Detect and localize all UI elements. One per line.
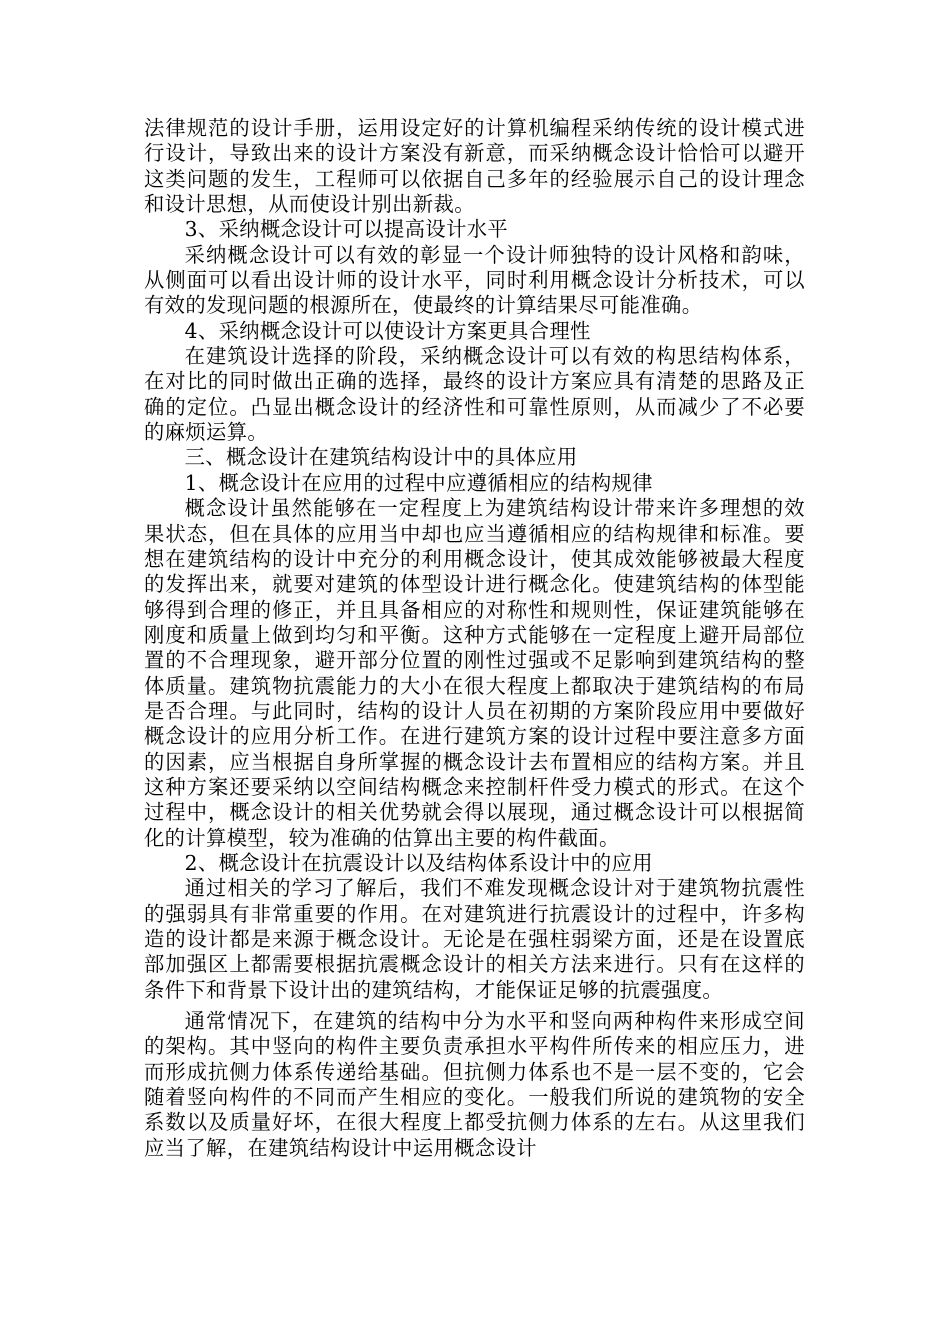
paragraph-lateral-force-system: 通常情况下，在建筑的结构中分为水平和竖向两种构件来形成空间的架构。其中竖向的构件主要负责承担水平构件所传来的相应压力，进而形成抗侧力体系传递给基础。但抗侧力体系也不是一层不变的，它会随着竖向构件的不同而产生相应的变化。一般我们所说的建筑物的安全系数以及质量好坏，在很大程度上都受抗侧力体系的左右。从这里我们应当了解，在建筑结构设计中运用概念设计 (144, 1009, 805, 1160)
heading-improve-design-level: 3、采纳概念设计可以提高设计水平 (184, 217, 509, 242)
heading-section-three: 三、概念设计在建筑结构设计中的具体应用 (184, 445, 578, 470)
heading-structural-rules: 1、概念设计在应用的过程中应遵循相应的结构规律 (184, 470, 653, 495)
paragraph-structural-rules: 概念设计虽然能够在一定程度上为建筑结构设计带来许多理想的效果状态，但在具体的应用当中却也应当遵循相应的结构规律和标准。要想在建筑结构的设计中充分的利用概念设计，使其成效能够被最大程度的发挥出来，就要对建筑的体型设计进行概念化。使建筑结构的体型能够得到合理的修正，并且具备相应的对称性和规则性，保证建筑能够在刚度和质量上做到均匀和平衡。这种方式能够在一定程度上避开局部位置的不合理现象，避开部分位置的刚性过强或不足影响到建筑结构的整体质量。建筑物抗震能力的大小在很大程度上都取决于建筑结构的布局是否合理。与此同时，结构的设计人员在初期的方案阶段应用中要做好概念设计的应用分析工作。在进行建筑方案的设计过程中要注意多方面的因素，应当根据自身所掌握的概念设计去布置相应的结构方案。并且这种方案还要采纳以空间结构概念来控制杆件受力模式的形式。在这个过程中，概念设计的相关优势就会得以展现，通过概念设计可以根据简化的计算模型，较为准确的估算出主要的构件截面。 (144, 496, 805, 850)
heading-seismic-design: 2、概念设计在抗震设计以及结构体系设计中的应用 (184, 850, 653, 875)
paragraph-design-manual: 法律规范的设计手册，运用设定好的计算机编程采纳传统的设计模式进行设计，导致出来的设计方案没有新意，而采纳概念设计恰恰可以避开这类问题的发生，工程师可以依据自己多年的经验展示自己的设计理念和设计思想，从而使设计别出新裁。 (144, 116, 805, 217)
document-page (144, 116, 805, 1161)
paragraph-seismic-design: 通过相关的学习了解后，我们不难发现概念设计对于建筑物抗震性的强弱具有非常重要的作用。在对建筑进行抗震设计的过程中，许多构造的设计都是来源于概念设计。无论是在强柱弱梁方面，还是在设置底部加强区上都需要根据抗震概念设计的相关方法来进行。只有在这样的条件下和背景下设计出的建筑结构，才能保证足够的抗震强度。 (144, 876, 805, 1002)
paragraph-structure-system: 在建筑设计选择的阶段，采纳概念设计可以有效的构思结构体系，在对比的同时做出正确的选择，最终的设计方案应具有清楚的思路及正确的定位。凸显出概念设计的经济性和可靠性原则，从而减少了不必要的麻烦运算。 (144, 344, 805, 445)
paragraph-design-style: 采纳概念设计可以有效的彰显一个设计师独特的设计风格和韵味，从侧面可以看出设计师的设计水平，同时利用概念设计分析技术，可以有效的发现问题的根源所在，使最终的计算结果尽可能准确。 (144, 242, 805, 318)
heading-rational-scheme: 4、采纳概念设计可以使设计方案更具合理性 (184, 318, 591, 343)
